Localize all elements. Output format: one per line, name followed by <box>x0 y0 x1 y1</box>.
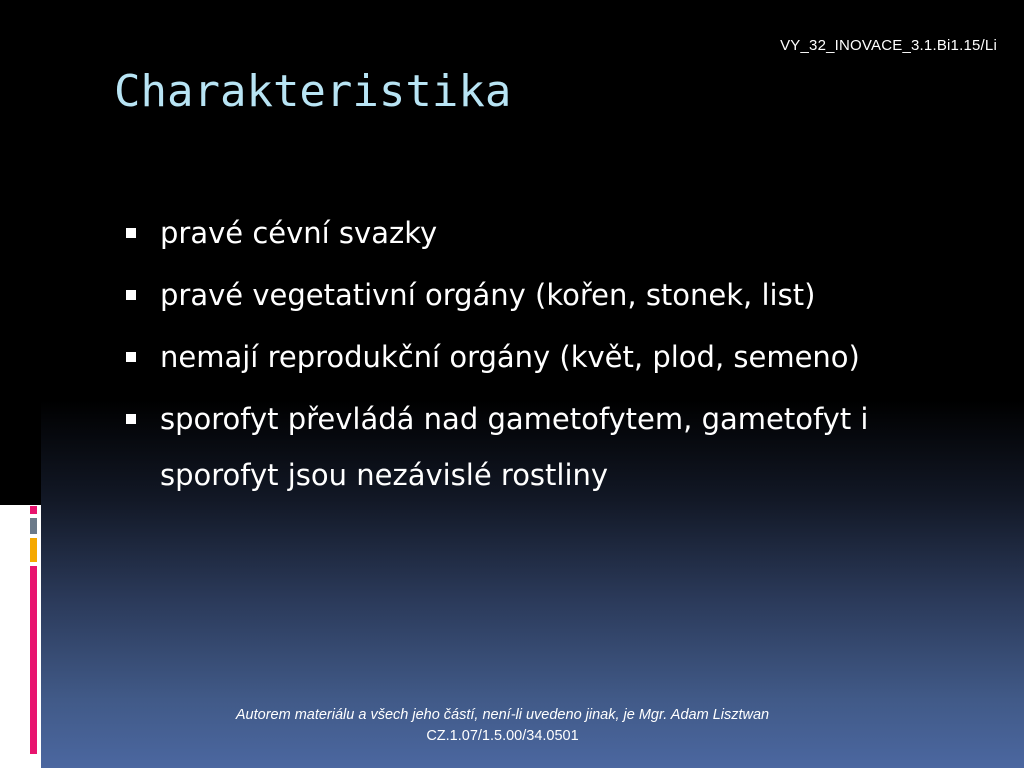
bullet-text: nemají reprodukční orgány (květ, plod, semeno) <box>160 340 860 374</box>
footer-author: Autorem materiálu a všech jeho částí, není-li uvedeno jinak, je Mgr. Adam Lisztwan <box>235 707 770 723</box>
square-bullet-icon <box>126 352 136 362</box>
document-id: VY_32_INOVACE_3.1.Bi1.15/Li <box>780 37 997 54</box>
square-bullet-icon <box>126 228 136 238</box>
footer <box>41 705 1024 747</box>
bullet-item <box>118 391 948 503</box>
left-black-bar-top <box>0 0 41 505</box>
deco-stripe-pink-long <box>30 566 37 754</box>
bullet-text: pravé vegetativní orgány (kořen, stonek, list) <box>160 278 816 312</box>
bullet-item <box>118 267 948 323</box>
square-bullet-icon <box>126 290 136 300</box>
bullet-item <box>118 205 948 261</box>
deco-stripe-orange <box>30 538 37 562</box>
left-decoration <box>0 0 41 768</box>
bullet-text: pravé cévní svazky <box>160 216 438 250</box>
bullet-list <box>118 205 948 509</box>
footer-project-code: CZ.1.07/1.5.00/34.0501 <box>426 728 579 744</box>
bullet-item <box>118 329 948 385</box>
slide-title: Charakteristika <box>114 66 512 117</box>
deco-stripe-pink-top <box>30 506 37 514</box>
deco-stripe-gray <box>30 518 37 534</box>
bullet-text: sporofyt převládá nad gametofytem, gametofyt i sporofyt jsou nezávislé rostliny <box>160 402 869 492</box>
square-bullet-icon <box>126 414 136 424</box>
